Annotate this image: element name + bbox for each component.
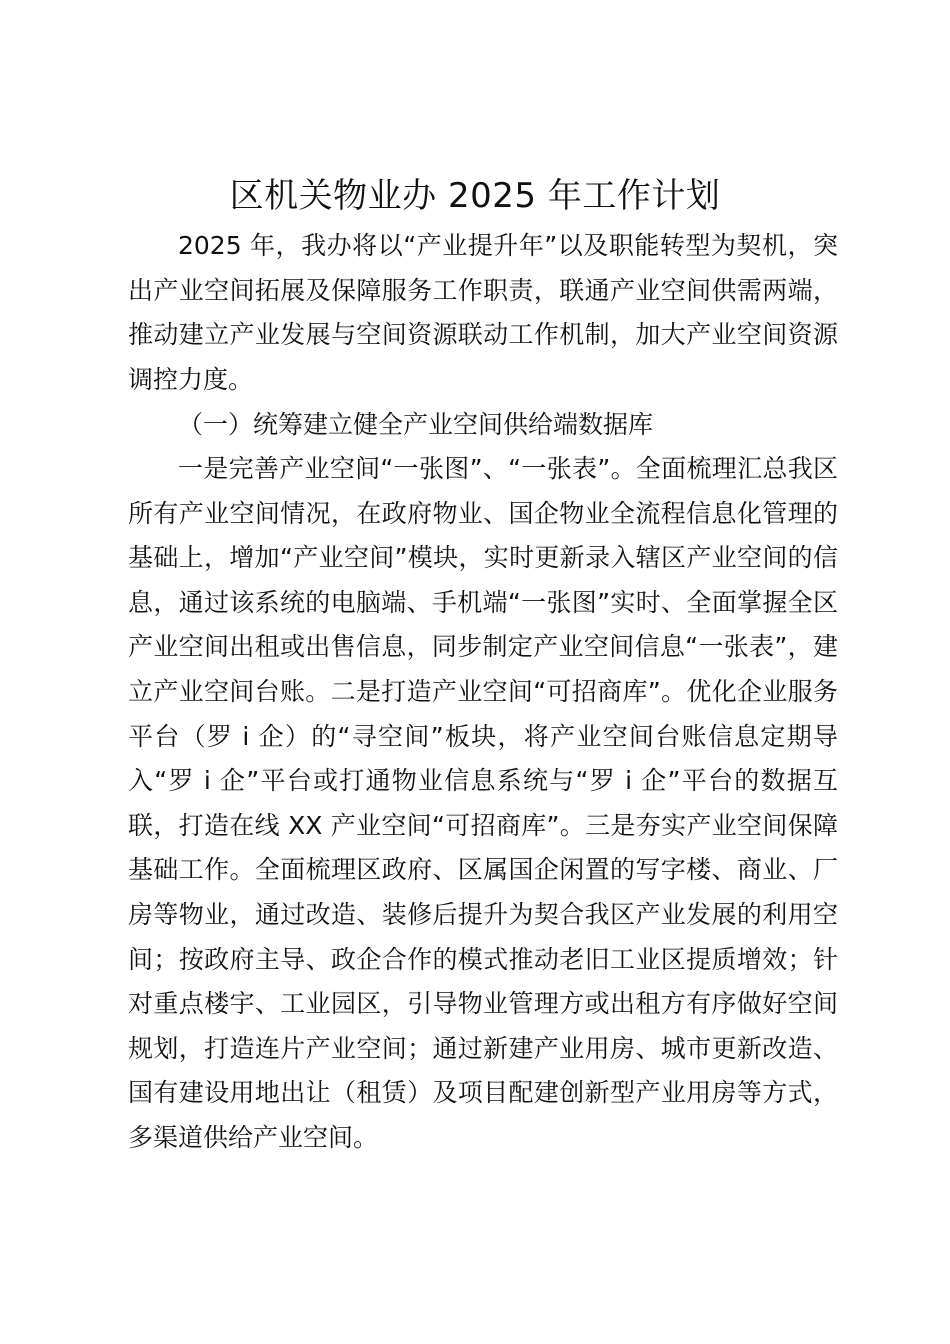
document-title: 区机关物业办 2025 年工作计划 — [229, 176, 721, 216]
section-heading: （一）统筹建立健全产业空间供给端数据库 — [178, 410, 654, 439]
intro-paragraph: 2025 年，我办将以“产业提升年”以及职能转型为契机，突出产业空间拓展及保障服务工作职责，联通产业空间供需两端，推动建立产业发展与空间资源联动工作机制，加大产业空间资源调控力度。 — [128, 231, 838, 394]
body-paragraph: 一是完善产业空间“一张图”、“一张表”。全面梳理汇总我区所有产业空间情况，在政府物业、国企物业全流程信息化管理的基础上，增加“产业空间”模块，实时更新录入辖区产业空间的信息，通过该系统的电脑端、手机端“一张图”实时、全面掌握全区产业空间出租或出售信息，同步制定产业空间信息“一张表”，建立产业空间台账。二是打造产业空间“可招商库”。优化企业服务平台（罗 i 企）的“寻空间”板块，将产业空间台账信息定期导入“罗 i 企”平台或打通物业信息系统与“罗 i 企”平台的数据互联，打造在线 XX 产业空间“可招商库”。三是夯实产业空间保障基础工作。全面梳理区政府、区属国企闲置的写字楼、商业、厂房等物业，通过改造、装修后提升为契合我区产业发展的利用空间；按政府主导、政企合作的模式推动老旧工业区提质增效；针对重点楼宇、工业园区，引导物业管理方或出租方有序做好空间规划，打造连片产业空间；通过新建产业用房、城市更新改造、国有建设用地出让（租赁）及项目配建创新型产业用房等方式，多渠道供给产业空间。 — [128, 454, 838, 1152]
